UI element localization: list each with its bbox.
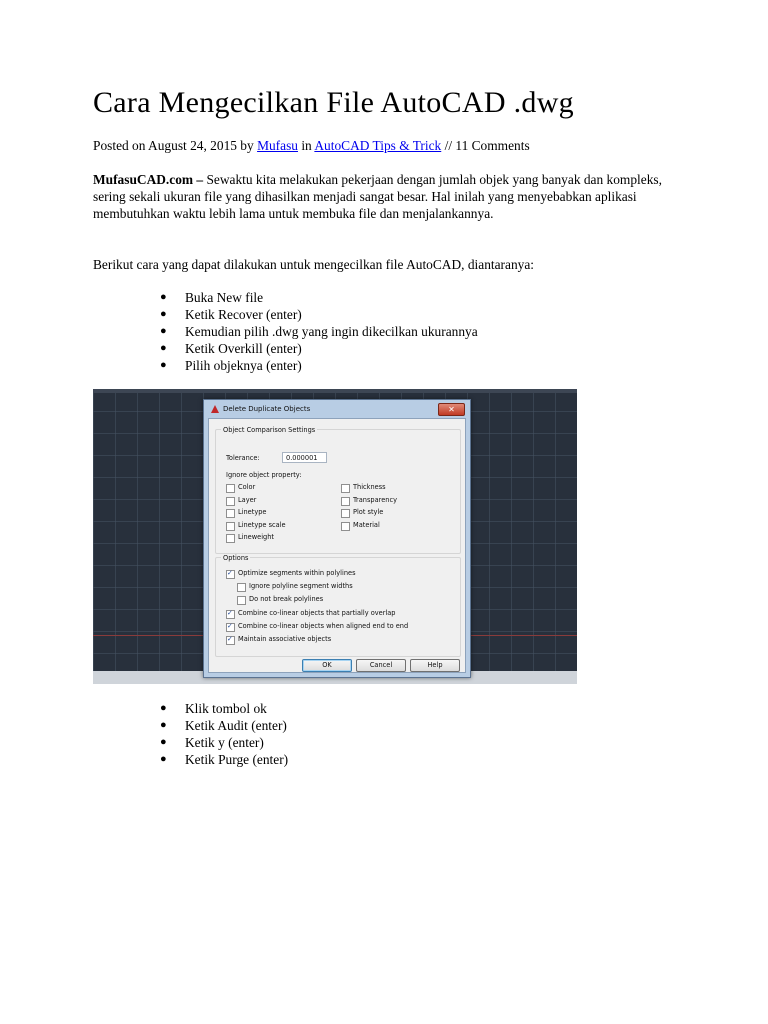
checkbox-label[interactable]: Material <box>353 520 380 529</box>
cancel-button[interactable]: Cancel <box>356 659 406 672</box>
checkbox[interactable] <box>226 534 235 543</box>
site-brand: MufasuCAD.com – <box>93 172 204 187</box>
autocad-screenshot <box>93 389 577 684</box>
comment-count: // 11 Comments <box>441 138 530 153</box>
tolerance-input[interactable]: 0.000001 <box>282 452 327 463</box>
checkbox-label[interactable]: Do not break polylines <box>249 595 324 604</box>
checkbox[interactable] <box>226 497 235 506</box>
author-link[interactable]: Mufasu <box>257 138 298 153</box>
list-item-text: Klik tombol ok <box>185 701 267 716</box>
checkbox[interactable] <box>341 484 350 493</box>
tolerance-label: Tolerance: <box>226 454 260 462</box>
checkbox[interactable] <box>226 610 235 619</box>
checkbox-label[interactable]: Linetype <box>238 508 267 517</box>
checkbox[interactable] <box>226 570 235 579</box>
ok-button[interactable]: OK <box>302 659 352 672</box>
list-item <box>160 717 288 734</box>
checkbox-label[interactable]: Linetype scale <box>238 520 286 529</box>
list-item-text: Pilih objeknya (enter) <box>185 358 302 373</box>
comparison-settings-label: Object Comparison Settings <box>223 426 316 434</box>
close-button[interactable]: ✕ <box>438 403 465 416</box>
checkbox-label[interactable]: Combine co-linear objects when aligned end to end <box>238 621 409 630</box>
in-text: in <box>297 138 315 153</box>
intro-paragraph <box>93 171 693 222</box>
bullet-icon: ● <box>160 325 167 337</box>
list-item-text: Ketik Overkill (enter) <box>185 341 302 356</box>
checkbox-label[interactable]: Lineweight <box>238 533 274 542</box>
list-item <box>160 751 288 768</box>
bullet-icon: ● <box>160 736 167 748</box>
list-item-text: Buka New file <box>185 290 264 305</box>
checkbox[interactable] <box>226 623 235 632</box>
checkbox[interactable] <box>226 484 235 493</box>
list-item <box>160 340 478 357</box>
list-item <box>160 306 478 323</box>
list-item-text: Ketik Audit (enter) <box>185 718 287 733</box>
checkbox[interactable] <box>237 596 246 605</box>
checkbox[interactable] <box>341 497 350 506</box>
checkbox[interactable] <box>226 522 235 531</box>
options-group <box>215 554 461 657</box>
article-title: Cara Mengecilkan File AutoCAD .dwg <box>93 86 574 119</box>
checkbox-label[interactable]: Plot style <box>353 508 384 517</box>
checkbox-label[interactable]: Combine co-linear objects that partially overlap <box>238 608 396 617</box>
list-item-text: Ketik y (enter) <box>185 735 264 750</box>
options-label: Options <box>223 554 249 562</box>
bullet-icon: ● <box>160 719 167 731</box>
bullet-icon: ● <box>160 359 167 371</box>
checkbox[interactable] <box>341 509 350 518</box>
checkbox[interactable] <box>226 636 235 645</box>
checkbox-label[interactable]: Maintain associative objects <box>238 635 332 643</box>
checkbox[interactable] <box>226 509 235 518</box>
list-item <box>160 289 478 306</box>
bullet-icon: ● <box>160 702 167 714</box>
checkbox[interactable] <box>237 583 246 592</box>
bullet-icon: ● <box>160 753 167 765</box>
post-meta <box>93 138 530 154</box>
bullet-icon: ● <box>160 308 167 320</box>
bullet-icon: ● <box>160 342 167 354</box>
delete-duplicate-objects-dialog <box>203 399 471 678</box>
checkbox-label[interactable]: Thickness <box>353 483 386 491</box>
autocad-icon <box>211 405 219 413</box>
list-item <box>160 734 288 751</box>
checkbox-label[interactable]: Optimize segments within polylines <box>238 569 356 577</box>
list-item <box>160 700 288 717</box>
list-item-text: Ketik Recover (enter) <box>185 307 302 322</box>
checkbox-label[interactable]: Ignore polyline segment widths <box>249 582 353 591</box>
bullet-icon: ● <box>160 291 167 303</box>
checkbox-label[interactable]: Color <box>238 483 256 491</box>
dialog-title: Delete Duplicate Objects <box>223 405 311 413</box>
help-button[interactable]: Help <box>410 659 460 672</box>
list-item <box>160 323 478 340</box>
checkbox-label[interactable]: Layer <box>238 495 257 504</box>
cad-toolbar-edge <box>93 389 577 393</box>
list-item <box>160 357 478 374</box>
checkbox[interactable] <box>341 522 350 531</box>
lead-paragraph: Berikut cara yang dapat dilakukan untuk mengecilkan file AutoCAD, diantaranya: <box>93 257 535 272</box>
posted-date: Posted on August 24, 2015 by <box>93 138 258 153</box>
intro-text: Sewaktu kita melakukan pekerjaan dengan jumlah objek yang banyak dan kompleks, sering sekali ukuran file yang dihasilkan menjadi sangat besar. Hal inilah yang menyebabkan aplikasi membutuhkan waktu lebih lama untuk membuka file dan menjalankannya. <box>93 172 662 221</box>
list-item-text: Kemudian pilih .dwg yang ingin dikecilkan ukurannya <box>185 324 478 339</box>
steps-list-1 <box>160 289 478 374</box>
list-item-text: Ketik Purge (enter) <box>185 752 289 767</box>
dialog-body <box>208 418 466 673</box>
category-link[interactable]: AutoCAD Tips & Trick <box>314 138 442 153</box>
comparison-settings-group <box>215 426 461 554</box>
ignore-property-label: Ignore object property: <box>226 471 302 479</box>
steps-list-2 <box>160 700 288 768</box>
checkbox-label[interactable]: Transparency <box>353 495 397 504</box>
